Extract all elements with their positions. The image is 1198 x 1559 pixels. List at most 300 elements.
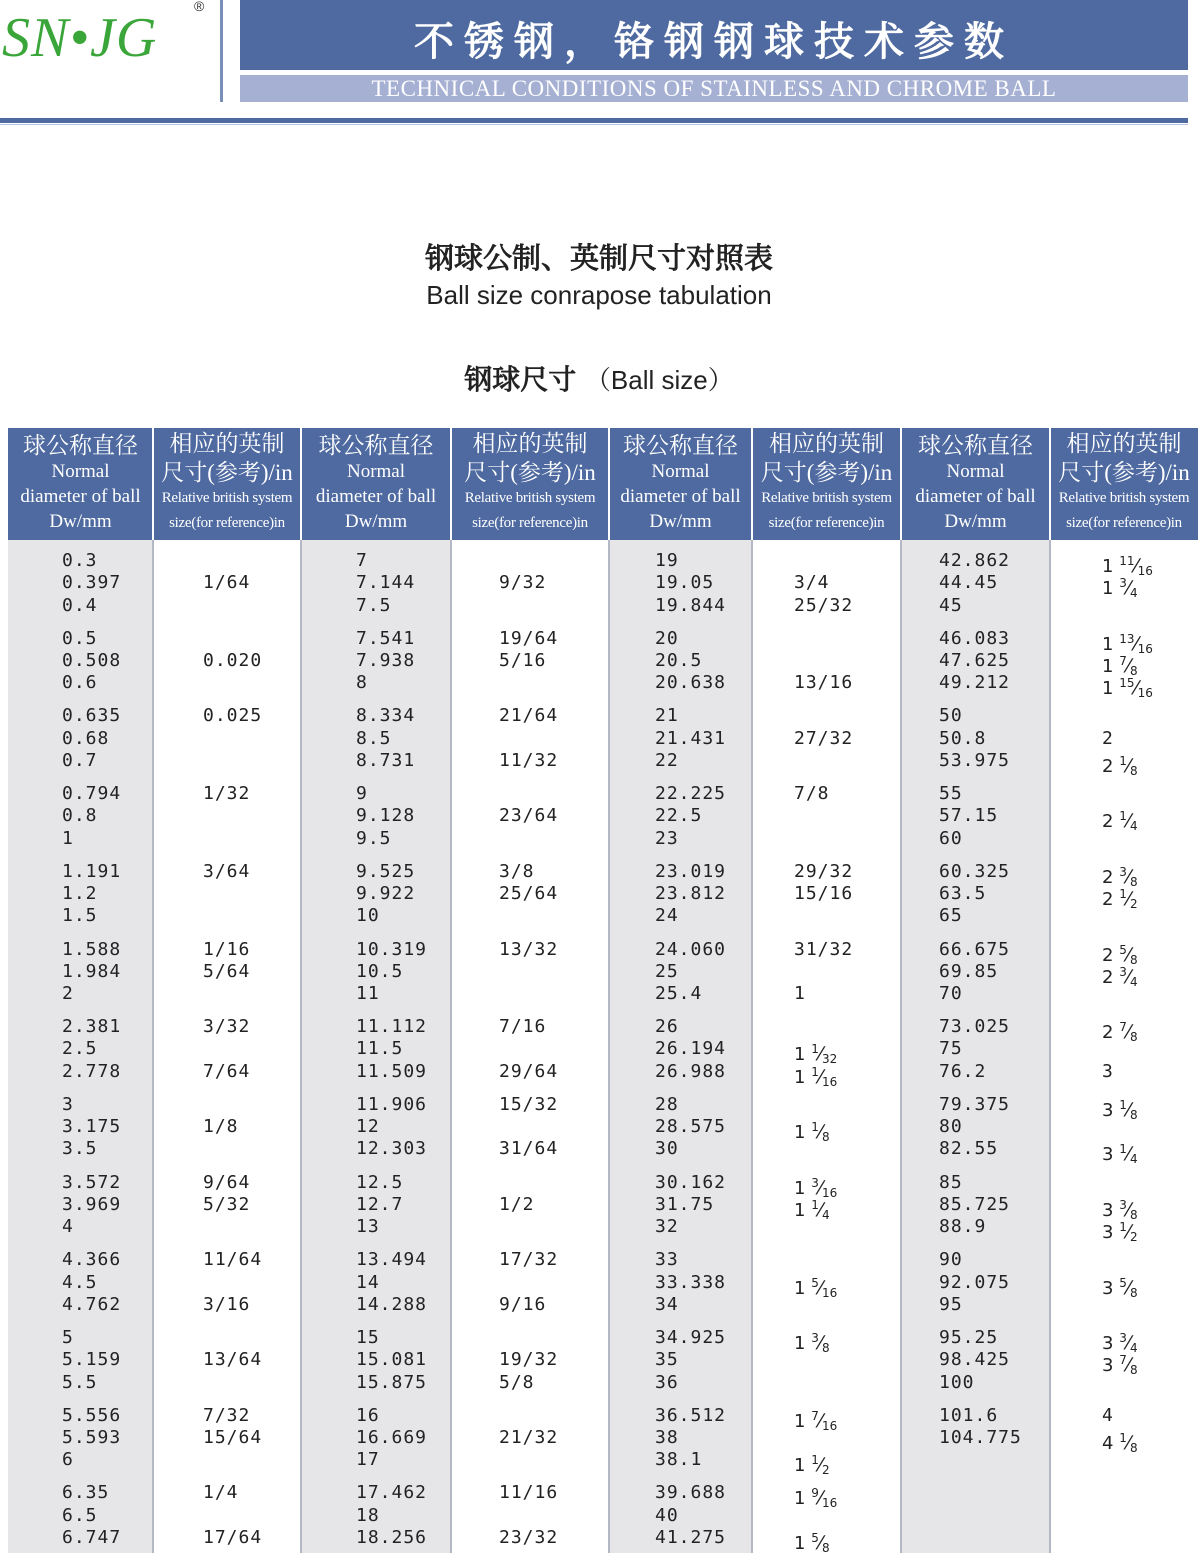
metric-diameter-value: 4.5: [62, 1271, 98, 1293]
metric-diameter-value: 26: [655, 1016, 679, 1038]
metric-diameter-value: 26.988: [655, 1060, 727, 1082]
metric-diameter-value: 2.381: [62, 1016, 122, 1038]
british-size-value: 1 $^9⁄_{16}$: [794, 1486, 838, 1511]
metric-diameter-value: 40: [655, 1504, 679, 1526]
metric-diameter-value: 90: [939, 1249, 963, 1271]
british-size-value: 29/64: [499, 1060, 559, 1082]
metric-diameter-value: 12.5: [356, 1171, 404, 1193]
metric-diameter-value: 101.6: [939, 1404, 999, 1426]
british-size-value: 3 $^1⁄_2$: [1102, 1220, 1138, 1245]
british-size-value: 3/16: [203, 1293, 251, 1315]
british-column-header: [1050, 428, 1198, 540]
metric-diameter-value: 11.906: [356, 1093, 428, 1115]
british-size-value: 23/64: [499, 805, 559, 827]
metric-column-header: [8, 428, 153, 540]
table-title-cn: 钢球公制、英制尺寸对照表: [424, 241, 773, 275]
metric-diameter-value: 57.15: [939, 805, 999, 827]
metric-diameter-value: 23: [655, 827, 679, 849]
header-label-cn: 球公称直径: [623, 433, 738, 458]
british-size-value: 7/8: [794, 783, 830, 805]
british-size-value: 5/16: [499, 649, 547, 671]
header-label-en: size(for reference)in: [169, 515, 285, 531]
british-size-value: 13/16: [794, 672, 854, 694]
header-label-en: diameter of ball: [620, 486, 741, 507]
british-size-value: 1/8: [203, 1116, 239, 1138]
section-heading-en: （Ball size）: [584, 365, 734, 395]
metric-diameter-value: 11: [356, 983, 380, 1005]
metric-diameter-value: 63.5: [939, 883, 987, 905]
metric-diameter-value: 12.7: [356, 1193, 404, 1215]
metric-diameter-value: 7.144: [356, 572, 416, 594]
metric-diameter-value: 18: [356, 1504, 380, 1526]
header-divider: [751, 428, 753, 540]
british-size-value: 2 $^7⁄_8$: [1102, 1020, 1138, 1045]
metric-diameter-value: 69.85: [939, 960, 999, 982]
metric-diameter-value: 9.525: [356, 860, 416, 882]
british-size-value: 0.020: [203, 649, 263, 671]
british-size-value: 23/32: [499, 1526, 559, 1548]
metric-diameter-value: 22.225: [655, 783, 727, 805]
metric-diameter-value: 2: [62, 983, 74, 1005]
british-size-value: 0.025: [203, 705, 263, 727]
metric-diameter-value: 45: [939, 594, 963, 616]
metric-diameter-value: 88.9: [939, 1216, 987, 1238]
british-size-value: 2 $^3⁄_8$: [1102, 864, 1138, 889]
metric-diameter-value: 19.844: [655, 594, 727, 616]
british-size-value: 1 $^1⁄_{16}$: [794, 1064, 838, 1089]
header-label-cn: 尺寸(参考)/in: [464, 460, 596, 485]
header-label-cn: 尺寸(参考)/in: [760, 460, 893, 485]
metric-diameter-value: 6.747: [62, 1526, 122, 1548]
subtitle-banner: [240, 75, 1188, 102]
british-column-header: [153, 428, 301, 540]
metric-diameter-value: 18.256: [356, 1526, 428, 1548]
metric-diameter-value: 80: [939, 1116, 963, 1138]
metric-diameter-value: 95.25: [939, 1327, 999, 1348]
metric-diameter-value: 8: [356, 672, 368, 694]
title-banner: [240, 0, 1188, 70]
header-label-cn: 相应的英制: [169, 431, 285, 456]
metric-diameter-value: 55: [939, 783, 963, 805]
british-size-value: 1/2: [499, 1193, 535, 1215]
metric-diameter-value: 9: [356, 783, 368, 805]
metric-diameter-value: 5.556: [62, 1404, 122, 1426]
header-label-en: size(for reference)in: [768, 515, 885, 531]
column-divider: [1049, 428, 1051, 1553]
british-size-value: 3 $^3⁄_8$: [1102, 1197, 1138, 1222]
metric-diameter-value: 23.812: [655, 883, 727, 905]
metric-diameter-value: 33: [655, 1249, 679, 1271]
header-divider: [450, 428, 452, 540]
british-size-value: 9/64: [203, 1171, 251, 1193]
british-size-value: 3/64: [203, 860, 251, 882]
metric-diameter-value: 19: [655, 550, 679, 571]
metric-diameter-value: 30.162: [655, 1171, 727, 1193]
metric-diameter-value: 2.5: [62, 1038, 98, 1060]
metric-diameter-value: 50.8: [939, 727, 987, 749]
british-size-value: 1 $^{13}⁄_{16}$: [1102, 631, 1153, 656]
header-label-cn: 球公称直径: [23, 433, 138, 458]
metric-diameter-value: 0.8: [62, 805, 98, 827]
header-label-cn: 相应的英制: [769, 431, 884, 456]
header-label-en: diameter of ball: [315, 486, 437, 507]
british-size-value: 25/32: [794, 594, 854, 616]
british-size-value: 2 $^5⁄_8$: [1102, 942, 1138, 967]
metric-diameter-value: 0.3: [62, 550, 98, 571]
metric-column-header: [301, 428, 451, 540]
metric-diameter-value: 9.128: [356, 805, 416, 827]
british-size-value: 3: [1102, 1060, 1114, 1082]
metric-diameter-value: 10.319: [356, 938, 428, 960]
header-label-en: size(for reference)in: [472, 515, 588, 531]
british-size-value: 1 $^3⁄_{16}$: [794, 1175, 838, 1200]
header-divider-thin: [0, 124, 1188, 125]
metric-diameter-value: 7.5: [356, 594, 392, 616]
metric-diameter-value: 70: [939, 983, 963, 1005]
metric-diameter-value: 15.081: [356, 1349, 428, 1371]
metric-diameter-value: 8.5: [356, 727, 392, 749]
metric-diameter-value: 7.541: [356, 627, 416, 649]
metric-diameter-value: 6: [62, 1449, 74, 1471]
british-size-value: 1 $^{11}⁄_{16}$: [1102, 554, 1153, 578]
british-size-value: 1 $^5⁄_8$: [794, 1530, 830, 1555]
metric-diameter-value: 17: [356, 1449, 380, 1471]
british-size-value: 1 $^{15}⁄_{16}$: [1102, 676, 1153, 701]
metric-diameter-value: 5.159: [62, 1349, 122, 1371]
metric-diameter-value: 6.35: [62, 1482, 110, 1504]
metric-diameter-value: 60.325: [939, 860, 1011, 882]
header-label-unit: Dw/mm: [944, 511, 1007, 532]
header-label-cn: 球公称直径: [918, 433, 1033, 458]
metric-diameter-value: 26.194: [655, 1038, 727, 1060]
header-divider: [608, 428, 610, 540]
british-size-value: 13/64: [203, 1349, 263, 1371]
column-divider: [608, 428, 610, 1553]
metric-diameter-value: 85.725: [939, 1193, 1011, 1215]
british-size-value: 2 $^1⁄_4$: [1102, 809, 1138, 834]
british-size-value: 1 $^7⁄_8$: [1102, 653, 1138, 678]
registered-mark: ®: [194, 0, 205, 14]
british-size-value: 25/64: [499, 883, 559, 905]
metric-diameter-value: 50: [939, 705, 963, 727]
metric-diameter-value: 35: [655, 1349, 679, 1371]
metric-diameter-value: 5.593: [62, 1426, 122, 1448]
brand-logo: [0, 0, 225, 100]
metric-diameter-value: 0.635: [62, 705, 122, 727]
british-size-value: 31/64: [499, 1138, 559, 1160]
metric-diameter-value: 76.2: [939, 1060, 987, 1082]
metric-diameter-value: 0.508: [62, 649, 122, 671]
metric-diameter-value: 34: [655, 1293, 679, 1315]
metric-diameter-value: 0.794: [62, 783, 122, 805]
metric-diameter-value: 1: [62, 827, 74, 849]
column-divider: [450, 428, 452, 1553]
british-size-value: 2 $^1⁄_2$: [1102, 887, 1138, 912]
metric-diameter-value: 39.688: [655, 1482, 727, 1504]
metric-diameter-value: 12: [356, 1116, 380, 1138]
header-label-en: Normal: [946, 461, 1005, 482]
british-size-value: 4: [1102, 1404, 1114, 1426]
british-size-value: 11/64: [203, 1249, 263, 1271]
metric-diameter-value: 92.075: [939, 1271, 1011, 1293]
metric-diameter-value: 36.512: [655, 1404, 727, 1426]
metric-diameter-value: 3.572: [62, 1171, 122, 1193]
metric-diameter-value: 11.5: [356, 1038, 404, 1060]
metric-diameter-value: 100: [939, 1371, 975, 1393]
metric-diameter-value: 1.984: [62, 960, 122, 982]
british-size-value: 3 $^1⁄_4$: [1102, 1142, 1138, 1167]
british-size-value: 5/64: [203, 960, 251, 982]
british-size-value: 2 $^3⁄_4$: [1102, 964, 1138, 989]
header-label-en: Relative british system: [761, 490, 892, 506]
metric-diameter-value: 24: [655, 905, 679, 927]
british-size-value: 7/32: [203, 1404, 251, 1426]
british-size-value: 2 $^1⁄_8$: [1102, 753, 1138, 778]
metric-diameter-value: 60: [939, 827, 963, 849]
metric-diameter-value: 3.969: [62, 1193, 122, 1215]
header-label-en: diameter of ball: [20, 486, 141, 507]
metric-diameter-value: 31.75: [655, 1193, 715, 1215]
british-size-value: 1/32: [203, 783, 251, 805]
metric-diameter-value: 0.7: [62, 749, 98, 771]
metric-diameter-value: 5: [62, 1327, 74, 1348]
british-column: [451, 540, 609, 1553]
metric-diameter-value: 5.5: [62, 1371, 98, 1393]
metric-diameter-value: 16.669: [356, 1426, 428, 1448]
metric-diameter-value: 4.762: [62, 1293, 122, 1315]
metric-diameter-value: 34.925: [655, 1327, 727, 1348]
metric-diameter-value: 11.509: [356, 1060, 428, 1082]
british-size-value: 9/16: [499, 1293, 547, 1315]
header-label-en: Normal: [651, 461, 710, 482]
metric-diameter-value: 12.303: [356, 1138, 428, 1160]
header-label-unit: Dw/mm: [344, 511, 408, 532]
british-size-value: 1/64: [203, 572, 251, 594]
metric-diameter-value: 3.5: [62, 1138, 98, 1160]
column-divider: [152, 428, 154, 1553]
metric-diameter-value: 82.55: [939, 1138, 999, 1160]
british-size-value: 17/32: [499, 1249, 559, 1271]
metric-diameter-value: 20.5: [655, 649, 703, 671]
metric-diameter-value: 22: [655, 749, 679, 771]
british-size-value: 5/8: [499, 1371, 535, 1393]
british-size-value: 5/32: [203, 1193, 251, 1215]
header-divider: [900, 428, 902, 540]
header-label-en: Normal: [346, 461, 406, 482]
metric-diameter-value: 1.588: [62, 938, 122, 960]
metric-diameter-value: 10.5: [356, 960, 404, 982]
british-size-value: 21/64: [499, 705, 559, 727]
column-divider: [900, 428, 902, 1553]
british-size-value: 1: [794, 983, 806, 1005]
metric-diameter-value: 73.025: [939, 1016, 1011, 1038]
metric-diameter-value: 1.191: [62, 860, 122, 882]
metric-diameter-value: 30: [655, 1138, 679, 1160]
ball-size-table: [8, 428, 1198, 1553]
logo-text: SN•JG: [2, 7, 158, 69]
british-column-header: [752, 428, 901, 540]
british-size-value: 4 $^1⁄_8$: [1102, 1430, 1138, 1455]
british-size-value: 27/32: [794, 727, 854, 749]
column-divider: [300, 428, 302, 1553]
metric-diameter-value: 14: [356, 1271, 380, 1293]
british-size-value: 15/64: [203, 1426, 263, 1448]
british-size-value: 3 $^5⁄_8$: [1102, 1275, 1138, 1300]
metric-diameter-value: 66.675: [939, 938, 1011, 960]
metric-diameter-value: 28: [655, 1093, 679, 1115]
metric-diameter-value: 32: [655, 1216, 679, 1238]
metric-diameter-value: 3: [62, 1093, 74, 1115]
section-heading: [0, 358, 1198, 398]
section-heading-cn: 钢球尺寸: [464, 363, 577, 396]
metric-diameter-value: 44.45: [939, 572, 999, 594]
header-label-unit: Dw/mm: [649, 511, 712, 532]
header-label-en: diameter of ball: [915, 486, 1036, 507]
british-size-value: 15/16: [794, 883, 854, 905]
british-size-value: 3 $^1⁄_8$: [1102, 1097, 1138, 1122]
british-size-value: 7/16: [499, 1016, 547, 1038]
metric-diameter-value: 13.494: [356, 1249, 428, 1271]
header-label-en: Relative british system: [464, 490, 596, 506]
british-size-value: 1 $^7⁄_{16}$: [794, 1408, 838, 1433]
metric-diameter-value: 33.338: [655, 1271, 727, 1293]
metric-diameter-value: 46.083: [939, 627, 1011, 649]
british-size-value: 17/64: [203, 1526, 263, 1548]
metric-diameter-value: 85: [939, 1171, 963, 1193]
logo-divider: [220, 0, 223, 102]
british-size-value: 1 $^5⁄_{16}$: [794, 1275, 838, 1300]
metric-diameter-value: 21.431: [655, 727, 727, 749]
metric-diameter-value: 0.4: [62, 594, 98, 616]
british-size-value: 1 $^1⁄_2$: [794, 1453, 830, 1478]
british-size-value: 1/4: [203, 1482, 239, 1504]
metric-diameter-value: 79.375: [939, 1093, 1011, 1115]
metric-diameter-value: 13: [356, 1216, 380, 1238]
british-size-value: 7/64: [203, 1060, 251, 1082]
metric-diameter-value: 36: [655, 1371, 679, 1393]
metric-diameter-value: 20.638: [655, 672, 727, 694]
metric-diameter-value: 95: [939, 1293, 963, 1315]
header-label-cn: 相应的英制: [472, 431, 588, 456]
header-label-unit: Dw/mm: [49, 511, 112, 532]
british-column-header: [451, 428, 609, 540]
header-label-cn: 球公称直径: [318, 433, 434, 458]
metric-diameter-value: 7.938: [356, 649, 416, 671]
metric-diameter-value: 7: [356, 550, 368, 571]
metric-column-header: [901, 428, 1050, 540]
column-divider: [751, 428, 753, 1553]
metric-diameter-value: 49.212: [939, 672, 1011, 694]
british-size-value: 1 $^3⁄_8$: [794, 1331, 830, 1355]
metric-diameter-value: 65: [939, 905, 963, 927]
metric-diameter-value: 21: [655, 705, 679, 727]
metric-diameter-value: 23.019: [655, 860, 727, 882]
metric-diameter-value: 4: [62, 1216, 74, 1238]
british-size-value: 1/16: [203, 938, 251, 960]
page-title-en: TECHNICAL CONDITIONS OF STAINLESS AND CHROME BALL: [371, 76, 1057, 101]
metric-diameter-value: 47.625: [939, 649, 1011, 671]
british-column: [153, 540, 301, 1553]
metric-diameter-value: 41.275: [655, 1526, 727, 1548]
british-size-value: 3 $^3⁄_4$: [1102, 1331, 1138, 1355]
metric-diameter-value: 9.922: [356, 883, 416, 905]
metric-diameter-value: 28.575: [655, 1116, 727, 1138]
table-title-en: Ball size conrapose tabulation: [426, 280, 772, 310]
british-size-value: 15/32: [499, 1093, 559, 1115]
british-size-value: 1 $^3⁄_4$: [1102, 576, 1138, 601]
metric-diameter-value: 4.366: [62, 1249, 122, 1271]
metric-diameter-value: 15: [356, 1327, 380, 1348]
british-size-value: 19/32: [499, 1349, 559, 1371]
british-size-value: 1 $^1⁄_8$: [794, 1120, 830, 1145]
header-label-en: Normal: [51, 461, 110, 482]
metric-diameter-value: 17.462: [356, 1482, 428, 1504]
metric-diameter-value: 14.288: [356, 1293, 428, 1315]
metric-diameter-value: 8.334: [356, 705, 416, 727]
header-label-cn: 尺寸(参考)/in: [161, 460, 293, 485]
header-divider: [152, 428, 154, 540]
header-divider: [300, 428, 302, 540]
british-size-value: 21/32: [499, 1426, 559, 1448]
british-size-value: 3/4: [794, 572, 830, 594]
british-size-value: 1 $^1⁄_{32}$: [794, 1042, 838, 1067]
header-label-en: Relative british system: [1058, 490, 1190, 506]
header-label-en: Relative british system: [161, 490, 293, 506]
british-size-value: 3/32: [203, 1016, 251, 1038]
metric-diameter-value: 0.5: [62, 627, 98, 649]
metric-diameter-value: 2.778: [62, 1060, 122, 1082]
british-size-value: 9/32: [499, 572, 547, 594]
british-size-value: 3/8: [499, 860, 535, 882]
metric-diameter-value: 38.1: [655, 1449, 703, 1471]
metric-diameter-value: 22.5: [655, 805, 703, 827]
header-divider: [1049, 428, 1051, 540]
metric-diameter-value: 104.775: [939, 1426, 1022, 1448]
metric-diameter-value: 20: [655, 627, 679, 649]
header-label-cn: 相应的英制: [1066, 431, 1182, 456]
metric-diameter-value: 0.397: [62, 572, 122, 594]
metric-diameter-value: 15.875: [356, 1371, 428, 1393]
metric-diameter-value: 25: [655, 960, 679, 982]
british-size-value: 13/32: [499, 938, 559, 960]
metric-diameter-value: 6.5: [62, 1504, 98, 1526]
metric-diameter-value: 3.175: [62, 1116, 122, 1138]
metric-diameter-value: 25.4: [655, 983, 703, 1005]
header-label-en: size(for reference)in: [1066, 515, 1182, 531]
metric-diameter-value: 98.425: [939, 1349, 1011, 1371]
british-size-value: 2: [1102, 727, 1114, 749]
metric-diameter-value: 24.060: [655, 938, 727, 960]
metric-diameter-value: 9.5: [356, 827, 392, 849]
metric-diameter-value: 75: [939, 1038, 963, 1060]
metric-diameter-value: 0.6: [62, 672, 98, 694]
metric-diameter-value: 1.5: [62, 905, 98, 927]
metric-diameter-value: 8.731: [356, 749, 416, 771]
metric-diameter-value: 0.68: [62, 727, 110, 749]
british-size-value: 11/16: [499, 1482, 559, 1504]
header-divider: [0, 118, 1188, 123]
metric-diameter-value: 38: [655, 1426, 679, 1448]
british-size-value: 3 $^7⁄_8$: [1102, 1353, 1138, 1378]
metric-diameter-value: 19.05: [655, 572, 715, 594]
metric-diameter-value: 16: [356, 1404, 380, 1426]
british-size-value: 31/32: [794, 938, 854, 960]
metric-diameter-value: 10: [356, 905, 380, 927]
metric-diameter-value: 11.112: [356, 1016, 428, 1038]
page-title-cn: 不锈钢，铬钢钢球技术参数: [414, 19, 1014, 65]
british-size-value: 29/32: [794, 860, 854, 882]
metric-diameter-value: 1.2: [62, 883, 98, 905]
